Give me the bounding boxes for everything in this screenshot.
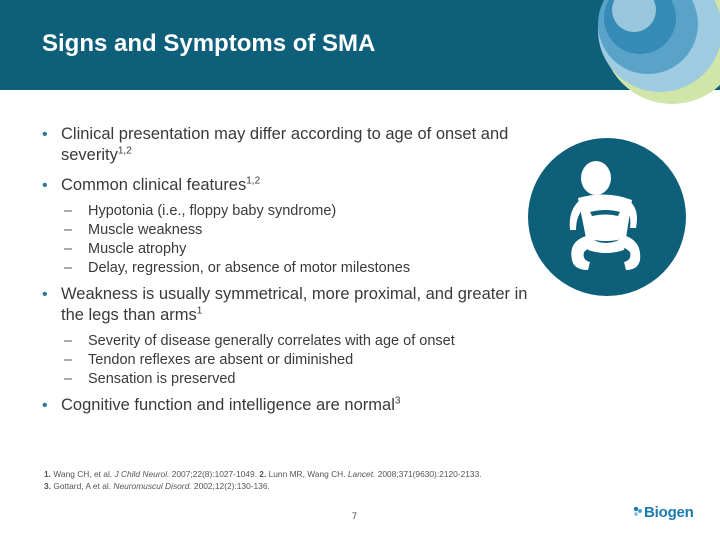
bullet-item: • Cognitive function and intelligence are normal$^3$ (42, 395, 401, 414)
sub-bullet-item: – Hypotonia (i.e., floppy baby syndrome) (64, 203, 337, 219)
sub-bullet-item: – Muscle weakness (64, 222, 203, 238)
reference-line: 3. Gottard, A et al. Neuromuscul Disord. 2002;12(2):130-136. (44, 481, 270, 491)
crouching-child-icon (528, 138, 686, 296)
slide-title: Signs and Symptoms of SMA (42, 30, 376, 57)
references (44, 468, 482, 492)
sub-bullet-item: – Delay, regression, or absence of motor milestones (64, 260, 411, 276)
sub-bullet-item: – Tendon reflexes are absent or diminished (64, 352, 354, 368)
sub-bullet-item: – Severity of disease generally correlates with age of onset (64, 333, 455, 349)
bullet-item: • Clinical presentation may differ according to age of onset and severity$^{1,2}$ (42, 125, 509, 164)
sub-bullet-item: – Sensation is preserved (64, 371, 236, 387)
brand-name: Biogen (644, 504, 694, 521)
bullet-item: • Weakness is usually symmetrical, more proximal, and greater in the legs than arms$^1$ (42, 285, 528, 324)
bullet-item: • Common clinical features$^{1,2}$ (42, 175, 261, 194)
decorative-orb-icon (560, 0, 720, 110)
sub-bullet-item: – Muscle atrophy (64, 241, 187, 257)
reference-line: 1. Wang CH, et al. J Child Neurol. 2007;22(8):1027-1049. 2. Lunn MR, Wang CH. Lancet. 2008;371(9630):2120-2133. (44, 469, 482, 479)
page-number: 7 (352, 511, 358, 521)
biogen-logo-icon (632, 506, 644, 518)
bullet-list (36, 124, 536, 425)
